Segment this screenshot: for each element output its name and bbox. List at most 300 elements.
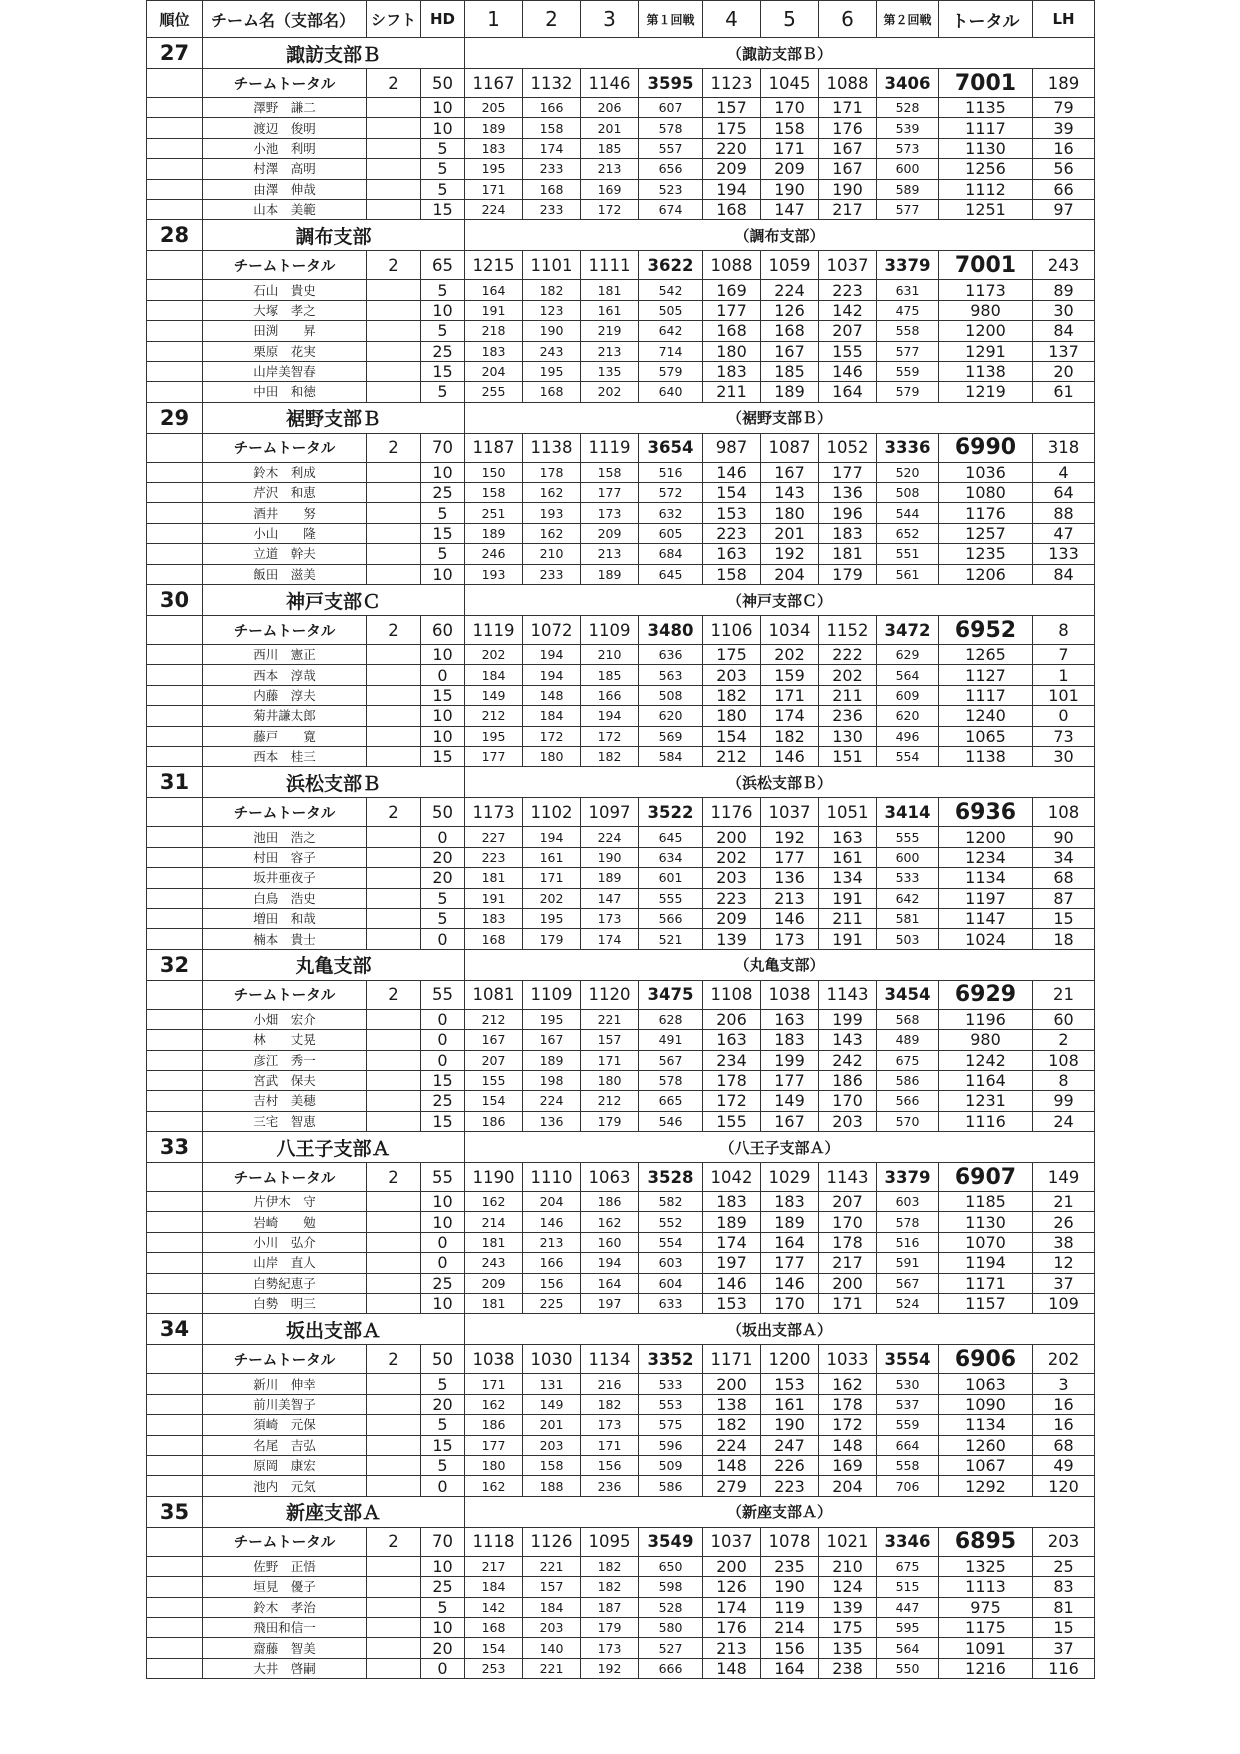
- team-total-g4: 1123: [703, 69, 761, 98]
- player-g6: 171: [819, 1294, 877, 1314]
- player-g3: 182: [581, 746, 639, 766]
- player-lh: 20: [1033, 361, 1095, 381]
- player-shift: [367, 523, 421, 543]
- team-total-label: チームトータル: [203, 1345, 367, 1374]
- player-g4: 146: [703, 1273, 761, 1293]
- player-r1: 523: [639, 179, 703, 199]
- player-g2: 158: [523, 1455, 581, 1475]
- player-r2: 573: [877, 138, 939, 158]
- player-g5: 185: [761, 361, 819, 381]
- team-total-row: [147, 251, 1095, 280]
- player-g6: 130: [819, 726, 877, 746]
- player-shift: [367, 1455, 421, 1475]
- player-lh: 8: [1033, 1070, 1095, 1090]
- player-g3: 221: [581, 1009, 639, 1029]
- player-lh: 64: [1033, 483, 1095, 503]
- player-hd: 25: [421, 483, 465, 503]
- player-name: 西本 淳哉: [203, 665, 367, 685]
- player-lh: 37: [1033, 1273, 1095, 1293]
- player-g2: 203: [523, 1435, 581, 1455]
- team-total-label: チームトータル: [203, 798, 367, 827]
- player-total: 980: [939, 1030, 1033, 1050]
- player-r1: 633: [639, 1294, 703, 1314]
- player-lh: 16: [1033, 1394, 1095, 1414]
- team-total-g2: 1030: [523, 1345, 581, 1374]
- team-total-g1: 1190: [465, 1163, 523, 1192]
- player-name: 飯田 滋美: [203, 564, 367, 584]
- team-total-g1: 1119: [465, 616, 523, 645]
- player-g6: 164: [819, 382, 877, 402]
- player-r1: 650: [639, 1556, 703, 1576]
- player-g4: 194: [703, 179, 761, 199]
- player-row: [147, 1253, 1095, 1273]
- player-shift: [367, 1192, 421, 1212]
- player-g5: 201: [761, 523, 819, 543]
- player-g4: 138: [703, 1394, 761, 1414]
- player-total: 1117: [939, 685, 1033, 705]
- player-name: 中田 和徳: [203, 382, 367, 402]
- rank-spacer: [147, 544, 203, 564]
- player-row: [147, 544, 1095, 564]
- player-g2: 203: [523, 1617, 581, 1637]
- player-lh: 97: [1033, 199, 1095, 219]
- player-g5: 189: [761, 1212, 819, 1232]
- player-row: [147, 321, 1095, 341]
- player-g4: 183: [703, 361, 761, 381]
- rank-spacer: [147, 159, 203, 179]
- team-total-total: 6906: [939, 1345, 1033, 1374]
- team-rank: 30: [147, 585, 203, 616]
- team-total-g4: 1108: [703, 980, 761, 1009]
- player-hd: 5: [421, 280, 465, 300]
- team-total-row: [147, 616, 1095, 645]
- player-r1: 578: [639, 118, 703, 138]
- player-g2: 182: [523, 280, 581, 300]
- player-g3: 185: [581, 665, 639, 685]
- player-name: 三宅 智恵: [203, 1111, 367, 1131]
- player-g6: 124: [819, 1577, 877, 1597]
- rank-spacer: [147, 280, 203, 300]
- player-hd: 20: [421, 868, 465, 888]
- player-lh: 39: [1033, 118, 1095, 138]
- player-g5: 168: [761, 321, 819, 341]
- player-g5: 146: [761, 1273, 819, 1293]
- player-shift: [367, 685, 421, 705]
- player-r2: 675: [877, 1556, 939, 1576]
- player-g2: 140: [523, 1638, 581, 1658]
- player-row: [147, 564, 1095, 584]
- player-g1: 162: [465, 1476, 523, 1496]
- player-g5: 156: [761, 1638, 819, 1658]
- rank-spacer: [147, 868, 203, 888]
- player-row: [147, 847, 1095, 867]
- team-total-label: チームトータル: [203, 251, 367, 280]
- player-g1: 205: [465, 98, 523, 118]
- player-g1: 183: [465, 908, 523, 928]
- player-g1: 183: [465, 138, 523, 158]
- player-g1: 184: [465, 665, 523, 685]
- player-g2: 161: [523, 847, 581, 867]
- player-r2: 550: [877, 1658, 939, 1678]
- player-lh: 2: [1033, 1030, 1095, 1050]
- rank-spacer: [147, 1597, 203, 1617]
- rank-spacer: [147, 300, 203, 320]
- player-hd: 0: [421, 1030, 465, 1050]
- player-r1: 575: [639, 1415, 703, 1435]
- player-lh: 61: [1033, 382, 1095, 402]
- player-total: 1173: [939, 280, 1033, 300]
- player-g5: 126: [761, 300, 819, 320]
- player-total: 1206: [939, 564, 1033, 584]
- player-shift: [367, 706, 421, 726]
- rank-spacer: [147, 1030, 203, 1050]
- team-total-g4: 1042: [703, 1163, 761, 1192]
- player-name: 坂井亜夜子: [203, 868, 367, 888]
- rank-spacer: [147, 1253, 203, 1273]
- player-g5: 170: [761, 98, 819, 118]
- player-name: 白勢紀恵子: [203, 1273, 367, 1293]
- player-g3: 171: [581, 1050, 639, 1070]
- player-g3: 189: [581, 564, 639, 584]
- player-row: [147, 1597, 1095, 1617]
- rank-spacer: [147, 1617, 203, 1637]
- team-total-g3: 1063: [581, 1163, 639, 1192]
- player-r2: 581: [877, 908, 939, 928]
- player-row: [147, 1617, 1095, 1637]
- player-g2: 146: [523, 1212, 581, 1232]
- player-r2: 567: [877, 1273, 939, 1293]
- player-g5: 143: [761, 483, 819, 503]
- player-g4: 202: [703, 847, 761, 867]
- player-g2: 195: [523, 1009, 581, 1029]
- player-name: 原岡 康宏: [203, 1455, 367, 1475]
- team-branch-label: （神戸支部Ｃ）: [465, 585, 1095, 616]
- team-total-g3: 1134: [581, 1345, 639, 1374]
- player-g3: 213: [581, 341, 639, 361]
- team-branch-label: （丸亀支部）: [465, 949, 1095, 980]
- player-g1: 243: [465, 1253, 523, 1273]
- player-lh: 89: [1033, 280, 1095, 300]
- team-rank: 28: [147, 220, 203, 251]
- player-r2: 664: [877, 1435, 939, 1455]
- team-total-g5: 1200: [761, 1345, 819, 1374]
- player-g4: 182: [703, 1415, 761, 1435]
- player-shift: [367, 847, 421, 867]
- player-shift: [367, 1009, 421, 1029]
- team-total-row: [147, 433, 1095, 462]
- team-total-r2: 3346: [877, 1527, 939, 1556]
- player-shift: [367, 98, 421, 118]
- player-g2: 188: [523, 1476, 581, 1496]
- player-r2: 515: [877, 1577, 939, 1597]
- team-rank: 35: [147, 1496, 203, 1527]
- player-shift: [367, 1394, 421, 1414]
- player-g1: 209: [465, 1273, 523, 1293]
- team-total-g4: 1176: [703, 798, 761, 827]
- player-row: [147, 1374, 1095, 1394]
- player-shift: [367, 868, 421, 888]
- player-r1: 563: [639, 665, 703, 685]
- team-total-r2: 3336: [877, 433, 939, 462]
- header-game-1: 1: [465, 1, 523, 38]
- team-branch-label: （調布支部）: [465, 220, 1095, 251]
- player-g5: 158: [761, 118, 819, 138]
- player-g5: 177: [761, 1253, 819, 1273]
- player-g4: 148: [703, 1658, 761, 1678]
- player-g4: 180: [703, 706, 761, 726]
- player-g1: 162: [465, 1192, 523, 1212]
- player-g2: 167: [523, 1030, 581, 1050]
- player-name: 鈴木 利成: [203, 462, 367, 482]
- player-g4: 126: [703, 1577, 761, 1597]
- player-hd: 15: [421, 199, 465, 219]
- rank-spacer: [147, 908, 203, 928]
- player-total: 1067: [939, 1455, 1033, 1475]
- player-r1: 584: [639, 746, 703, 766]
- player-name: 楠本 貴士: [203, 929, 367, 949]
- player-lh: 66: [1033, 179, 1095, 199]
- player-name: 小川 弘介: [203, 1232, 367, 1252]
- player-r2: 559: [877, 1415, 939, 1435]
- player-lh: 18: [1033, 929, 1095, 949]
- team-total-row: [147, 980, 1095, 1009]
- team-total-g3: 1119: [581, 433, 639, 462]
- player-r2: 577: [877, 341, 939, 361]
- player-shift: [367, 1212, 421, 1232]
- player-total: 1231: [939, 1091, 1033, 1111]
- team-total-total: 6990: [939, 433, 1033, 462]
- player-lh: 73: [1033, 726, 1095, 746]
- player-g4: 154: [703, 483, 761, 503]
- rank-spacer: [147, 798, 203, 827]
- results-body: [147, 38, 1095, 1679]
- player-r1: 516: [639, 462, 703, 482]
- player-total: 1063: [939, 1374, 1033, 1394]
- team-total-g5: 1045: [761, 69, 819, 98]
- player-g2: 213: [523, 1232, 581, 1252]
- player-g2: 184: [523, 1597, 581, 1617]
- player-lh: 24: [1033, 1111, 1095, 1131]
- player-g5: 146: [761, 908, 819, 928]
- player-hd: 25: [421, 341, 465, 361]
- team-heading-row: [147, 402, 1095, 433]
- player-g2: 149: [523, 1394, 581, 1414]
- team-total-row: [147, 798, 1095, 827]
- player-g6: 207: [819, 321, 877, 341]
- player-g4: 146: [703, 462, 761, 482]
- player-g4: 154: [703, 726, 761, 746]
- player-r2: 544: [877, 503, 939, 523]
- player-g1: 223: [465, 847, 523, 867]
- player-total: 1024: [939, 929, 1033, 949]
- player-r2: 558: [877, 1455, 939, 1475]
- team-total-g2: 1110: [523, 1163, 581, 1192]
- team-total-g4: 1171: [703, 1345, 761, 1374]
- player-g5: 180: [761, 503, 819, 523]
- team-total-g5: 1087: [761, 433, 819, 462]
- player-r2: 642: [877, 888, 939, 908]
- player-g6: 223: [819, 280, 877, 300]
- team-total-shift: 2: [367, 433, 421, 462]
- team-total-g5: 1038: [761, 980, 819, 1009]
- header-team: チーム名（支部名）: [203, 1, 367, 38]
- player-g5: 146: [761, 746, 819, 766]
- player-r1: 636: [639, 645, 703, 665]
- player-g3: 179: [581, 1617, 639, 1637]
- player-lh: 7: [1033, 645, 1095, 665]
- player-g6: 181: [819, 544, 877, 564]
- player-r1: 567: [639, 1050, 703, 1070]
- player-hd: 15: [421, 1111, 465, 1131]
- player-r1: 553: [639, 1394, 703, 1414]
- player-hd: 20: [421, 847, 465, 867]
- team-total-r2: 3554: [877, 1345, 939, 1374]
- rank-spacer: [147, 616, 203, 645]
- player-g6: 203: [819, 1111, 877, 1131]
- team-total-g6: 1021: [819, 1527, 877, 1556]
- team-total-total: 6952: [939, 616, 1033, 645]
- team-total-g4: 987: [703, 433, 761, 462]
- rank-spacer: [147, 1111, 203, 1131]
- player-shift: [367, 341, 421, 361]
- team-total-g1: 1167: [465, 69, 523, 98]
- player-r2: 577: [877, 199, 939, 219]
- player-g6: 170: [819, 1212, 877, 1232]
- player-row: [147, 1111, 1095, 1131]
- player-hd: 25: [421, 1091, 465, 1111]
- team-total-row: [147, 69, 1095, 98]
- rank-spacer: [147, 1273, 203, 1293]
- header-row: [147, 1, 1095, 38]
- player-g4: 158: [703, 564, 761, 584]
- player-hd: 15: [421, 685, 465, 705]
- player-total: 1157: [939, 1294, 1033, 1314]
- team-total-g1: 1038: [465, 1345, 523, 1374]
- player-lh: 81: [1033, 1597, 1095, 1617]
- player-lh: 16: [1033, 1415, 1095, 1435]
- header-shift: シフト: [367, 1, 421, 38]
- player-g1: 217: [465, 1556, 523, 1576]
- player-g3: 174: [581, 929, 639, 949]
- player-name: 増田 和哉: [203, 908, 367, 928]
- player-g1: 164: [465, 280, 523, 300]
- player-g6: 200: [819, 1273, 877, 1293]
- player-row: [147, 1030, 1095, 1050]
- player-g3: 158: [581, 462, 639, 482]
- rank-spacer: [147, 1070, 203, 1090]
- rank-spacer: [147, 1374, 203, 1394]
- player-g6: 210: [819, 1556, 877, 1576]
- player-g3: 194: [581, 706, 639, 726]
- player-total: 1116: [939, 1111, 1033, 1131]
- player-lh: 30: [1033, 300, 1095, 320]
- player-g1: 189: [465, 523, 523, 543]
- player-g3: 224: [581, 827, 639, 847]
- team-total-g3: 1109: [581, 616, 639, 645]
- rank-spacer: [147, 503, 203, 523]
- player-hd: 10: [421, 118, 465, 138]
- player-g5: 161: [761, 1394, 819, 1414]
- player-lh: 79: [1033, 98, 1095, 118]
- player-g2: 224: [523, 1091, 581, 1111]
- player-hd: 0: [421, 1050, 465, 1070]
- team-total-g2: 1132: [523, 69, 581, 98]
- player-name: 由澤 伸哉: [203, 179, 367, 199]
- player-r2: 603: [877, 1192, 939, 1212]
- player-g1: 195: [465, 726, 523, 746]
- header-game-6: 6: [819, 1, 877, 38]
- player-total: 1235: [939, 544, 1033, 564]
- team-total-g2: 1126: [523, 1527, 581, 1556]
- player-g5: 174: [761, 706, 819, 726]
- player-total: 1200: [939, 321, 1033, 341]
- player-g1: 246: [465, 544, 523, 564]
- player-name: 立道 幹夫: [203, 544, 367, 564]
- player-hd: 10: [421, 1556, 465, 1576]
- player-g1: 195: [465, 159, 523, 179]
- team-total-shift: 2: [367, 251, 421, 280]
- player-name: 池内 元気: [203, 1476, 367, 1496]
- team-total-g3: 1097: [581, 798, 639, 827]
- player-total: 1260: [939, 1435, 1033, 1455]
- player-g3: 206: [581, 98, 639, 118]
- player-lh: 116: [1033, 1658, 1095, 1678]
- player-g5: 247: [761, 1435, 819, 1455]
- team-total-g6: 1088: [819, 69, 877, 98]
- player-g4: 183: [703, 1192, 761, 1212]
- player-total: 1200: [939, 827, 1033, 847]
- player-name: 池田 浩之: [203, 827, 367, 847]
- team-total-total: 7001: [939, 251, 1033, 280]
- player-shift: [367, 321, 421, 341]
- player-total: 1112: [939, 179, 1033, 199]
- team-total-g2: 1072: [523, 616, 581, 645]
- player-g1: 189: [465, 118, 523, 138]
- player-row: [147, 361, 1095, 381]
- player-row: [147, 280, 1095, 300]
- player-name: 山岸美智春: [203, 361, 367, 381]
- player-hd: 5: [421, 1374, 465, 1394]
- player-shift: [367, 179, 421, 199]
- player-name: 飛田和信一: [203, 1617, 367, 1637]
- player-hd: 5: [421, 888, 465, 908]
- rank-spacer: [147, 888, 203, 908]
- player-g2: 168: [523, 179, 581, 199]
- player-g6: 238: [819, 1658, 877, 1678]
- player-g4: 155: [703, 1111, 761, 1131]
- player-g6: 148: [819, 1435, 877, 1455]
- player-hd: 5: [421, 1415, 465, 1435]
- player-g6: 191: [819, 888, 877, 908]
- player-g6: 134: [819, 868, 877, 888]
- team-heading-row: [147, 1496, 1095, 1527]
- player-g3: 185: [581, 138, 639, 158]
- team-heading-row: [147, 949, 1095, 980]
- team-total-g6: 1037: [819, 251, 877, 280]
- player-g3: 181: [581, 280, 639, 300]
- player-name: 彦江 秀一: [203, 1050, 367, 1070]
- team-total-g2: 1109: [523, 980, 581, 1009]
- player-g6: 211: [819, 908, 877, 928]
- team-total-r2: 3379: [877, 251, 939, 280]
- player-g6: 204: [819, 1476, 877, 1496]
- rank-spacer: [147, 321, 203, 341]
- player-r2: 520: [877, 462, 939, 482]
- player-total: 1242: [939, 1050, 1033, 1070]
- player-r2: 561: [877, 564, 939, 584]
- player-g5: 213: [761, 888, 819, 908]
- player-r2: 631: [877, 280, 939, 300]
